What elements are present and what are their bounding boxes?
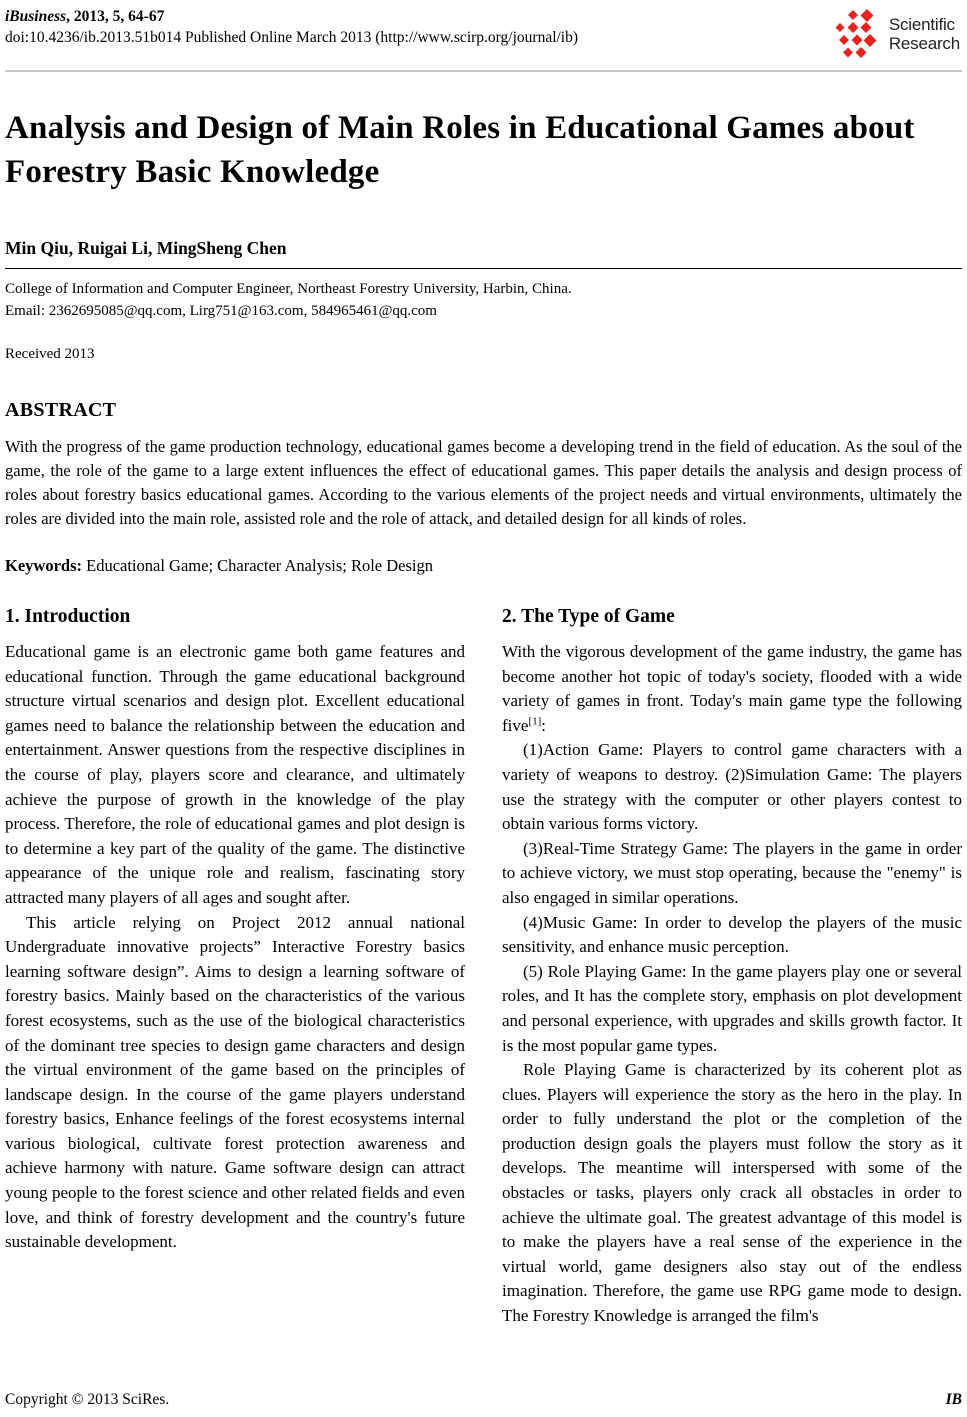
affiliation: College of Information and Computer Engineer, Northeast Forestry University, Harbin, China. [5,281,572,297]
received-date: Received 2013 [5,346,95,362]
journal-info [5,6,578,49]
page-title: Analysis and Design of Main Roles in Educational Games about Forestry Basic Knowledge [5,110,915,190]
paragraph-text: With the vigorous development of the game industry, the game has become another hot topic of today's society, flooded with a wide variety of games in front. Today's main game type the following five [502,642,962,735]
abstract-text: With the progress of the game production technology, educational games become a developing trend in the field of education. As the soul of the game, the role of the game to a large extent influences the effect of educational games. This paper details the analysis and design process of roles about forestry basics educational games. According to the various elements of the project needs and virtual environments, ultimately the roles are divided into the main role, assisted role and the role of attack, and detailed design for all kinds of roles. [5,437,962,528]
keywords-line [5,556,962,576]
scirp-logo [831,8,960,60]
paragraph: Role Playing Game is characterized by its coherent plot as clues. Players will experience the story as the hero in the play. In order to fully understand the plot or the completion of the production design goals the players must follow the story as it develops. The meantime will interspersed with some of the obstacles or tasks, players only crack all obstacles in order to achieve the ultimate goal. The greatest advantage of this model is to make the players have a real sense of the experience in the virtual world, game designers also stay out of the endless imagination. Therefore, the game use RPG game mode to design. The Forestry Knowledge is arranged the film's [502,1060,962,1326]
paragraph: (3)Real-Time Strategy Game: The players in the game in order to achieve victory, we must stop operating, because the "enemy" is also engaged in similar operations. [502,838,962,907]
authors: Min Qiu, Ruigai Li, MingSheng Chen [5,238,287,258]
right-column [502,606,962,1329]
journal-issue: , 2013, 5, 64-67 [66,8,165,25]
page-header [5,6,962,60]
section-heading-introduction: 1. Introduction [5,606,131,627]
section-heading-type-of-game: 2. The Type of Game [502,606,675,627]
keywords-label: Keywords: [5,556,82,575]
paragraph: (5) Role Playing Game: In the game players play one or several roles, and It has the complete story, emphasis on plot development and personal experience, with upgrades and skills growth factor. It is the most popular game types. [502,961,962,1055]
header-divider [5,70,962,72]
email-line: Email: 2362695085@qq.com, Lirg751@163.com, 584965461@qq.com [5,303,437,319]
doi-line: doi:10.4236/ib.2013.51b014 Published Online March 2013 (http://www.scirp.org/journal/ib) [5,29,579,46]
page-footer [5,1391,962,1409]
left-column [5,606,465,1329]
paragraph: This article relying on Project 2012 annual national Undergraduate innovative projects” Interactive Forestry basics learning software design”. Aims to design a learning software of forestry basics. Mainly based on the characteristics of the various forest ecosystems, such as the use of the biological characteristics of the dominant tree species to design game characters and design the virtual environment of the game based on the principles of landscape design. In the course of the game players understand forestry basics, Enhance feelings of the forest ecosystems internal various biological, cultivate forest protection awareness and achieve harmony with nature. Game software design can attract young people to the forest science and other related fields and even love, and think of forestry development and the country's future sustainable development. [5,912,465,1252]
paragraph: (1)Action Game: Players to control game characters with a variety of weapons to destroy. (2)Simulation Game: The players use the strategy with the computer or other players contest to obtain various forms victory. [502,740,962,834]
keywords-text: Educational Game; Character Analysis; Role Design [82,556,433,575]
citation-ref: [1] [528,715,542,728]
logo-text-line2: Research [888,34,960,53]
body-columns [5,606,962,1329]
paragraph [502,640,962,738]
abstract-heading: ABSTRACT [5,399,117,421]
paragraph: (4)Music Game: In order to develop the players of the music sensitivity, and enhance music perception. [502,912,962,957]
journal-citation [5,6,578,27]
journal-name: iBusiness [5,8,67,25]
authors-divider [5,268,962,269]
paragraph: Educational game is an electronic game both game features and educational function. Through the game educational background structure virtual scenarios and design plot. Excellent educational games need to balance the relationship between the education and entertainment. Answer questions from the respective disciplines in the course of play, players score and clearance, and ultimately achieve the purpose of growth in the knowledge of the play process. Therefore, the role of educational games and plot design is to determine a key part of the quality of the game. The distinctive appearance of the unique role and realism, fascinating story attracted many players of all ages and sought after. [5,642,465,907]
paragraph-text: : [541,715,546,735]
red-diamonds-icon [831,8,883,60]
journal-abbreviation: IB [945,1391,962,1408]
logo-text [889,15,960,53]
copyright-notice: Copyright © 2013 SciRes. [5,1391,170,1408]
logo-text-line1: Scientific [888,15,955,34]
